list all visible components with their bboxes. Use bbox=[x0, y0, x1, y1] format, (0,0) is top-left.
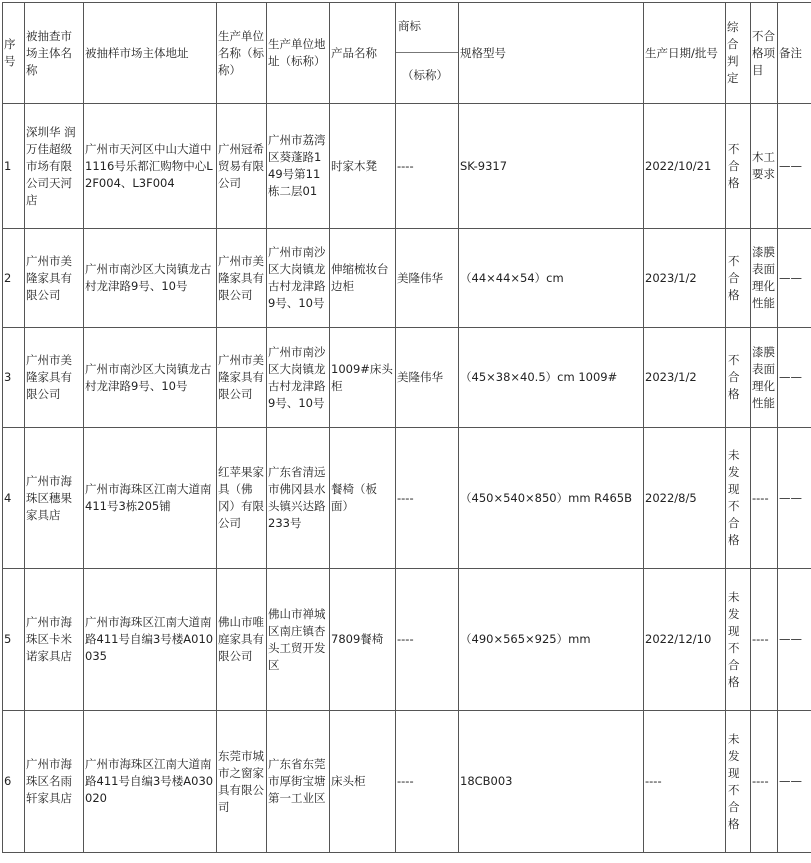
cell-address: 广州市海珠区江南大道南411号3栋205铺 bbox=[84, 428, 217, 569]
cell-address: 广州市南沙区大岗镇龙古村龙津路9号、10号 bbox=[84, 328, 217, 428]
cell-seq: 3 bbox=[3, 328, 25, 428]
cell-entity: 广州市海珠区名雨轩家具店 bbox=[25, 711, 84, 853]
cell-entity: 广州市海珠区穗果家具店 bbox=[25, 428, 84, 569]
cell-remark: —— bbox=[778, 711, 811, 853]
cell-trademark: ---- bbox=[396, 711, 459, 853]
cell-verdict: 未发现不合格 bbox=[726, 569, 751, 711]
cell-entity: 深圳华 润万佳超级市场有限公司天河店 bbox=[25, 104, 84, 229]
cell-producer: 广州市美隆家具有限公司 bbox=[217, 229, 267, 328]
header-spec: 规格型号 bbox=[459, 3, 644, 104]
cell-verdict: 不合格 bbox=[726, 328, 751, 428]
cell-product: 7809餐椅 bbox=[330, 569, 396, 711]
cell-remark: —— bbox=[778, 229, 811, 328]
cell-date: 2022/10/21 bbox=[644, 104, 726, 229]
inspection-table bbox=[2, 2, 811, 853]
cell-spec: （450×540×850）mm R465B bbox=[459, 428, 644, 569]
header-date: 生产日期/批号 bbox=[644, 3, 726, 104]
cell-seq: 1 bbox=[3, 104, 25, 229]
header-market-entity: 被抽查市场主体名称 bbox=[25, 3, 84, 104]
cell-producer: 东莞市城市之窗家具有限公司 bbox=[217, 711, 267, 853]
cell-address: 广州市海珠区江南大道南路411号自编3号楼A030020 bbox=[84, 711, 217, 853]
cell-producer: 红苹果家具（佛冈）有限公司 bbox=[217, 428, 267, 569]
cell-address: 广州市海珠区江南大道南路411号自编3号楼A010035 bbox=[84, 569, 217, 711]
cell-producer: 广州市美隆家具有限公司 bbox=[217, 328, 267, 428]
cell-trademark: ---- bbox=[396, 104, 459, 229]
cell-remark: —— bbox=[778, 569, 811, 711]
cell-date: 2022/12/10 bbox=[644, 569, 726, 711]
cell-failed-items: 漆膜表面理化性能 bbox=[751, 328, 778, 428]
header-trademark bbox=[396, 3, 459, 104]
table-row bbox=[3, 104, 811, 229]
header-producer-address: 生产单位地址（标称） bbox=[267, 3, 330, 104]
cell-failed-items: ---- bbox=[751, 711, 778, 853]
cell-producer-address: 佛山市禅城区南庄镇杏头工贸开发区 bbox=[267, 569, 330, 711]
cell-spec: 18CB003 bbox=[459, 711, 644, 853]
header-trademark-top: 商标 bbox=[396, 4, 458, 53]
cell-verdict: 不合格 bbox=[726, 229, 751, 328]
cell-seq: 6 bbox=[3, 711, 25, 853]
cell-remark: —— bbox=[778, 328, 811, 428]
cell-failed-items: 木工要求 bbox=[751, 104, 778, 229]
header-failed-items: 不合格项目 bbox=[751, 3, 778, 104]
header-address: 被抽样市场主体地址 bbox=[84, 3, 217, 104]
cell-spec: SK-9317 bbox=[459, 104, 644, 229]
cell-product: 餐椅（板面） bbox=[330, 428, 396, 569]
cell-verdict: 不合格 bbox=[726, 104, 751, 229]
cell-spec: （44×44×54）cm bbox=[459, 229, 644, 328]
cell-address: 广州市天河区中山大道中1116号乐都汇购物中心L2F004、L3F004 bbox=[84, 104, 217, 229]
header-row bbox=[3, 3, 811, 104]
cell-producer-address: 广州市荔湾区葵蓬路149号第11栋二层01 bbox=[267, 104, 330, 229]
cell-entity: 广州市美隆家具有限公司 bbox=[25, 328, 84, 428]
table-row bbox=[3, 569, 811, 711]
cell-date: 2022/8/5 bbox=[644, 428, 726, 569]
header-verdict: 综合判定 bbox=[726, 3, 751, 104]
cell-remark: —— bbox=[778, 104, 811, 229]
cell-verdict: 未发现不合格 bbox=[726, 711, 751, 853]
cell-producer: 广州冠希贸易有限公司 bbox=[217, 104, 267, 229]
cell-entity: 广州市海珠区卡米诺家具店 bbox=[25, 569, 84, 711]
header-seq: 序号 bbox=[3, 3, 25, 104]
cell-spec: （490×565×925）mm bbox=[459, 569, 644, 711]
cell-address: 广州市南沙区大岗镇龙古村龙津路9号、10号 bbox=[84, 229, 217, 328]
cell-entity: 广州市美隆家具有限公司 bbox=[25, 229, 84, 328]
cell-producer-address: 广州市南沙区大岗镇龙古村龙津路9号、10号 bbox=[267, 328, 330, 428]
cell-failed-items: 漆膜表面理化性能 bbox=[751, 229, 778, 328]
cell-failed-items: ---- bbox=[751, 428, 778, 569]
cell-product: 伸缩梳妆台边柜 bbox=[330, 229, 396, 328]
cell-product: 1009#床头柜 bbox=[330, 328, 396, 428]
cell-remark: —— bbox=[778, 428, 811, 569]
cell-trademark: 美隆伟华 bbox=[396, 229, 459, 328]
cell-product: 时家木凳 bbox=[330, 104, 396, 229]
cell-producer-address: 广东省清远市佛冈县水头镇兴达路233号 bbox=[267, 428, 330, 569]
cell-producer-address: 广州市南沙区大岗镇龙古村龙津路9号、10号 bbox=[267, 229, 330, 328]
table-row bbox=[3, 229, 811, 328]
table-row bbox=[3, 711, 811, 853]
header-product: 产品名称 bbox=[330, 3, 396, 104]
cell-seq: 5 bbox=[3, 569, 25, 711]
cell-seq: 2 bbox=[3, 229, 25, 328]
cell-verdict: 未发现不合格 bbox=[726, 428, 751, 569]
table-row bbox=[3, 328, 811, 428]
cell-spec: （45×38×40.5）cm 1009# bbox=[459, 328, 644, 428]
cell-trademark: ---- bbox=[396, 569, 459, 711]
header-trademark-bottom: （标称） bbox=[396, 53, 458, 103]
cell-date: 2023/1/2 bbox=[644, 229, 726, 328]
header-remark: 备注 bbox=[778, 3, 811, 104]
cell-producer-address: 广东省东莞市厚街宝塘第一工业区 bbox=[267, 711, 330, 853]
cell-failed-items: ---- bbox=[751, 569, 778, 711]
cell-producer: 佛山市唯庭家具有限公司 bbox=[217, 569, 267, 711]
header-producer: 生产单位名称（标称） bbox=[217, 3, 267, 104]
cell-product: 床头柜 bbox=[330, 711, 396, 853]
cell-trademark: ---- bbox=[396, 428, 459, 569]
table-row bbox=[3, 428, 811, 569]
cell-date: 2023/1/2 bbox=[644, 328, 726, 428]
cell-trademark: 美隆伟华 bbox=[396, 328, 459, 428]
cell-date: ---- bbox=[644, 711, 726, 853]
cell-seq: 4 bbox=[3, 428, 25, 569]
